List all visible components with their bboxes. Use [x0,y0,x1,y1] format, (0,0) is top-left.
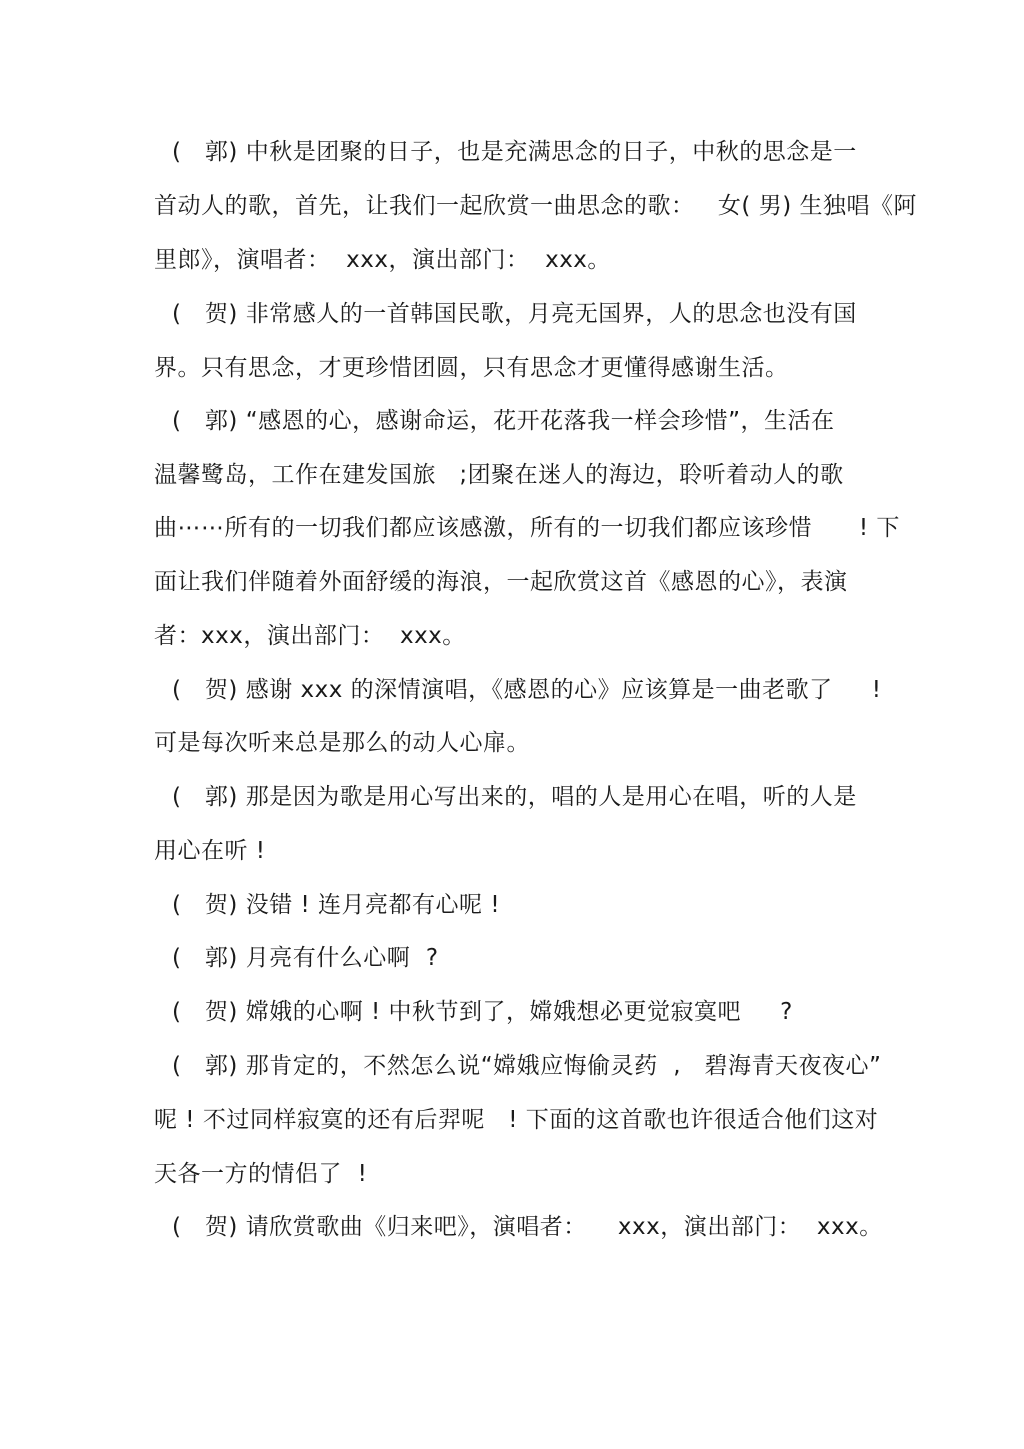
paragraph-line: 者：xxx，演出部门： xxx。 [154,623,466,649]
paragraph-line: 曲⋯⋯所有的一切我们都应该感激，所有的一切我们都应该珍惜 ! 下 [154,515,900,541]
paragraph-line: 面让我们伴随着外面舒缓的海浪，一起欣赏这首《感恩的心》，表演 [154,569,848,595]
paragraph-line: ( 贺) 没错 ! 连月亮都有心呢 ! [172,892,501,918]
paragraph-line: ( 郭) 月亮有什么心啊 ? [172,945,439,971]
paragraph-line: 界。只有思念，才更珍惜团圆，只有思念才更懂得感谢生活。 [154,355,789,381]
paragraph-line: 天各一方的情侣了 ! [154,1161,368,1187]
paragraph-line: 温馨鹭岛，工作在建发国旅 ;团聚在迷人的海边，聆听着动人的歌 [154,462,844,488]
paragraph-line: 可是每次听来总是那么的动人心扉。 [154,730,530,756]
paragraph-line: ( 贺) 感谢 xxx 的深情演唱，《感恩的心》应该算是一曲老歌了 ! [172,677,882,703]
paragraph-line: ( 贺) 请欣赏歌曲《归来吧》，演唱者： xxx，演出部门： xxx。 [172,1214,883,1240]
paragraph-line: ( 郭) 那是因为歌是用心写出来的，唱的人是用心在唱，听的人是 [172,784,857,810]
paragraph-line: 里郎》，演唱者： xxx，演出部门： xxx。 [154,247,611,273]
paragraph-line: 用心在听 ! [154,838,266,864]
paragraph-line: ( 贺) 嫦娥的心啊 ! 中秋节到了，嫦娥想必更觉寂寞吧 ? [172,999,793,1025]
paragraph-line: ( 贺) 非常感人的一首韩国民歌，月亮无国界，人的思念也没有国 [172,301,857,327]
paragraph-line: ( 郭) 那肯定的，不然怎么说“嫦娥应悔偷灵药 , 碧海青天夜夜心” [172,1053,882,1079]
paragraph-line: 首动人的歌，首先，让我们一起欣赏一曲思念的歌： 女( 男) 生独唱《阿 [154,193,918,219]
paragraph-line: 呢 ! 不过同样寂寞的还有后羿呢 ! 下面的这首歌也许很适合他们这对 [154,1107,879,1133]
paragraph-line: ( 郭) “感恩的心，感谢命运，花开花落我一样会珍惜”，生活在 [172,408,835,434]
paragraph-line: ( 郭) 中秋是团聚的日子，也是充满思念的日子，中秋的思念是一 [172,139,857,165]
